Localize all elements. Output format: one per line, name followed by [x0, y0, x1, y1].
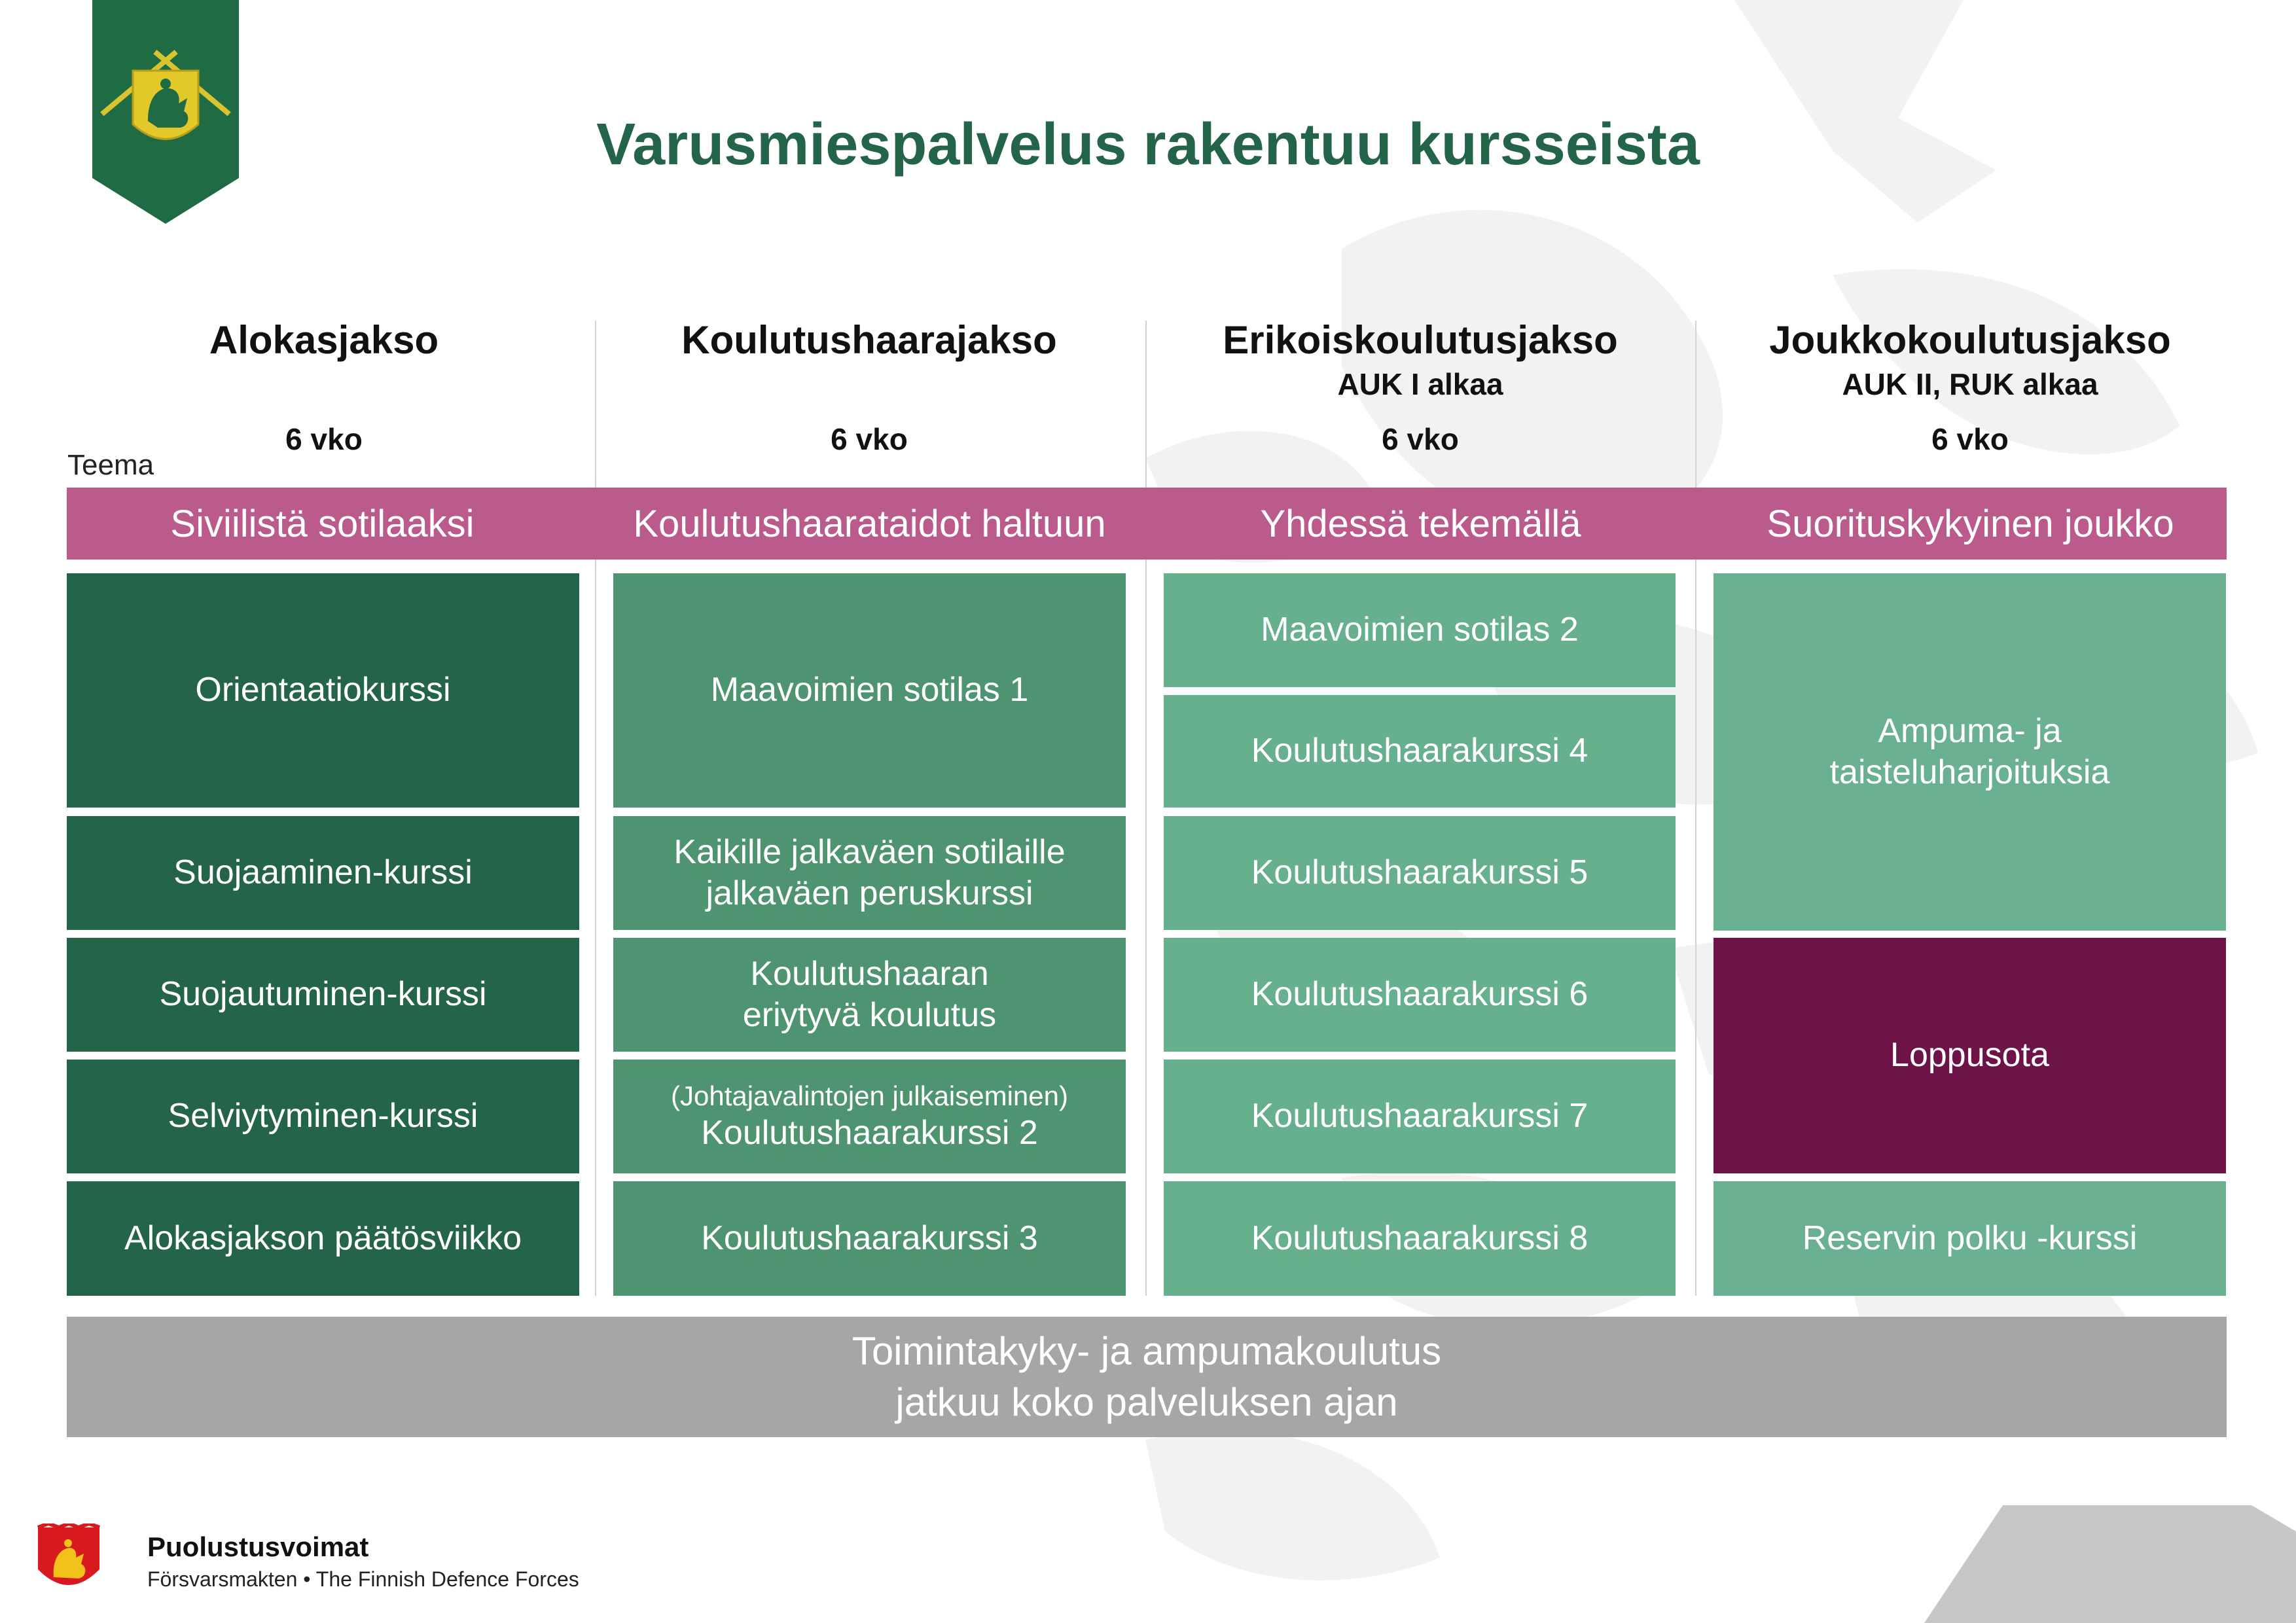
column-divider [1695, 321, 1696, 1296]
footer-line: Toimintakyky- ja ampumakoulutus [852, 1329, 1442, 1373]
course-box: Maavoimien sotilas 1 [613, 573, 1126, 808]
course-box: Suojaaminen-kurssi [67, 816, 579, 930]
theme-label-1: Siviilistä sotilaaksi [170, 502, 475, 545]
course-box [613, 1060, 1126, 1173]
phase-name: Erikoiskoulutusjakso [1223, 318, 1618, 362]
column-divider [1145, 321, 1147, 1296]
course-box: Maavoimien sotilas 2 [1164, 573, 1676, 687]
course-line: taisteluharjoituksia [1829, 753, 2110, 791]
theme-label-2: Koulutushaarataidot haltuun [633, 502, 1106, 545]
course-box: Koulutushaarakurssi 6 [1164, 938, 1676, 1052]
course-line: Koulutushaaran [750, 954, 989, 993]
phase-duration: 6 vko [831, 422, 908, 456]
course-line: Koulutushaarakurssi 2 [701, 1113, 1038, 1152]
course-box: Orientaatiokurssi [67, 573, 579, 808]
course-line: Kaikille jalkaväen sotilaille [673, 832, 1066, 871]
phase-sub: AUK II, RUK alkaa [1842, 367, 2098, 401]
course-note: (Johtajavalintojen julkaiseminen) [671, 1080, 1068, 1111]
column-divider [595, 321, 596, 1296]
teema-label: Teema [67, 449, 154, 481]
phase-duration: 6 vko [1382, 422, 1459, 456]
course-line: Ampuma- ja [1878, 711, 2062, 750]
page-title: Varusmiespalvelus rakentuu kursseista [596, 112, 1700, 177]
course-line: jalkaväen peruskurssi [706, 874, 1033, 912]
org-name: Puolustusvoimat [147, 1531, 369, 1562]
course-box: Koulutushaarakurssi 3 [613, 1181, 1126, 1296]
phase-duration: 6 vko [1931, 422, 2009, 456]
continuous-training-bar [67, 1317, 2227, 1437]
org-separator: • [303, 1567, 311, 1591]
course-box: Suojautuminen-kurssi [67, 938, 579, 1052]
footer-line: jatkuu koko palveluksen ajan [895, 1380, 1398, 1424]
phase-duration: 6 vko [285, 422, 363, 456]
theme-label-4: Suorituskykyinen joukko [1767, 502, 2174, 545]
phase-sub: AUK I alkaa [1337, 367, 1503, 401]
phase-name: Alokasjakso [209, 318, 439, 362]
loppusota-box: Loppusota [1713, 938, 2226, 1173]
course-box [1713, 573, 2226, 931]
course-box [613, 938, 1126, 1052]
org-sub-2: The Finnish Defence Forces [315, 1567, 579, 1591]
lion-logo-icon [35, 1524, 102, 1599]
course-box: Koulutushaarakurssi 4 [1164, 695, 1676, 808]
course-box: Koulutushaarakurssi 5 [1164, 816, 1676, 930]
org-subtitle [147, 1567, 579, 1592]
course-box: Koulutushaarakurssi 8 [1164, 1181, 1676, 1296]
phase-name: Joukkokoulutusjakso [1769, 318, 2171, 362]
course-box: Selviytyminen-kurssi [67, 1060, 579, 1173]
phase-name: Koulutushaarajakso [681, 318, 1057, 362]
corner-decoration [1924, 1505, 2296, 1623]
course-box [613, 816, 1126, 930]
course-line: eriytyvä koulutus [742, 996, 997, 1034]
course-box: Koulutushaarakurssi 7 [1164, 1060, 1676, 1173]
org-sub-1: Försvarsmakten [147, 1567, 298, 1591]
theme-label-3: Yhdessä tekemällä [1260, 502, 1581, 545]
course-box: Alokasjakson päätösviikko [67, 1181, 579, 1296]
course-box: Reservin polku -kurssi [1713, 1181, 2226, 1296]
